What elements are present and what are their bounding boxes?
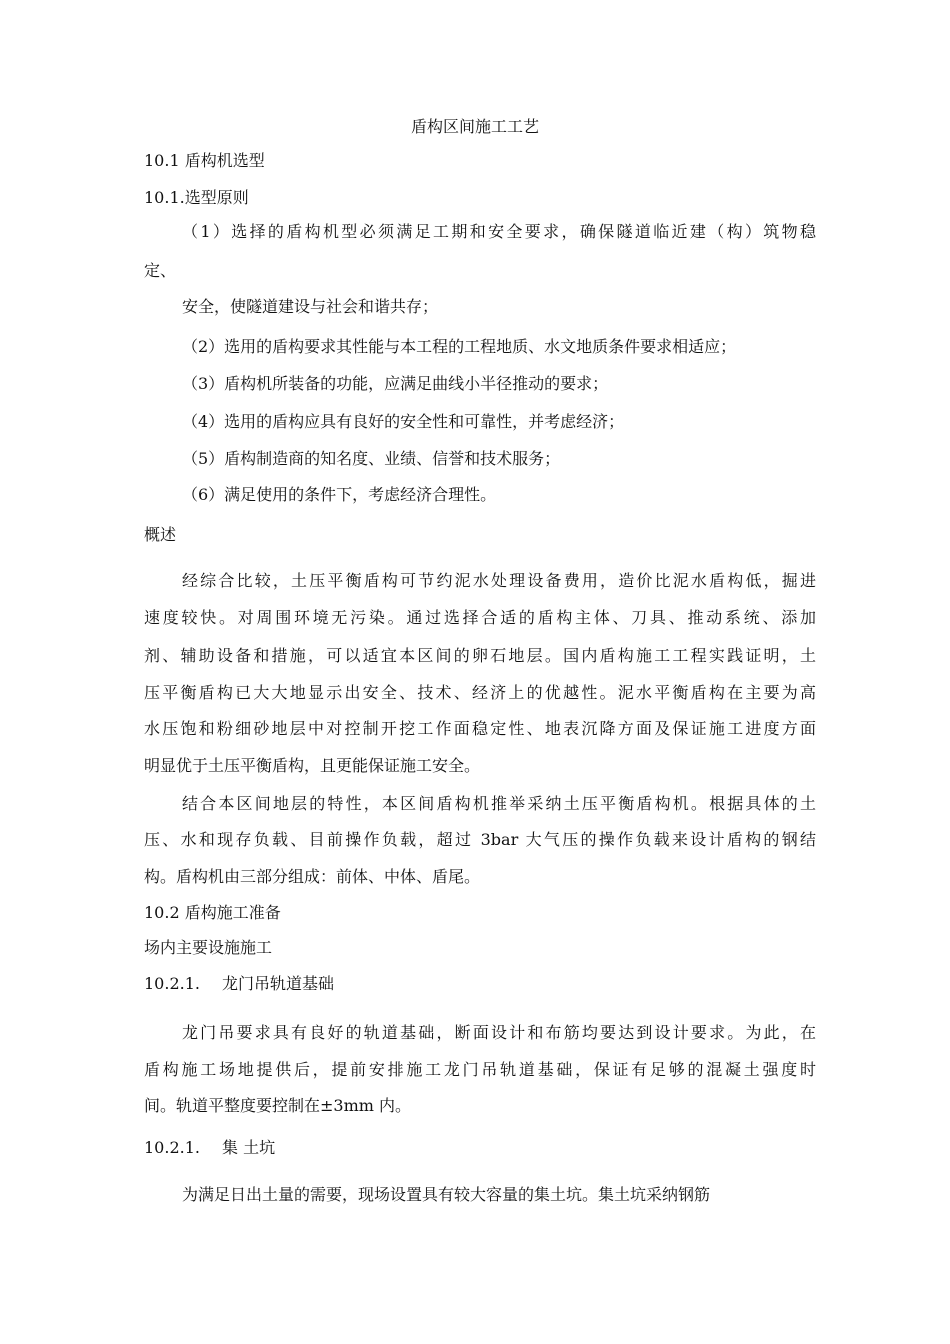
- gantry-line-3: 间。轨道平整度要控制在±3mm 内。: [144, 1096, 412, 1115]
- pit-line-1: 为满足日出土量的需要，现场设置具有较大容量的集土坑。集土坑采纳钢筋: [182, 1185, 711, 1204]
- principle-3: （3）盾构机所装备的功能，应满足曲线小半径推动的要求；: [182, 374, 609, 393]
- heading-10-1: 10.1 盾构机选型: [144, 151, 265, 170]
- overview-1-line-4: 压平衡盾构已大大地显示出安全、技术、经济上的优越性。泥水平衡盾构在主要为高: [144, 683, 816, 702]
- overview-1-line-1: 经综合比较，土压平衡盾构可节约泥水处理设备费用，造价比泥水盾构低，掘进: [182, 571, 816, 590]
- gantry-line-1: 龙门吊要求具有良好的轨道基础，断面设计和布筋均要达到设计要求。为此，在: [182, 1023, 816, 1042]
- heading-text: 龙门吊轨道基础: [221, 974, 334, 993]
- principle-6: （6）满足使用的条件下，考虑经济合理性。: [182, 485, 497, 504]
- overview-1-line-2: 速度较快。对周围环境无污染。通过选择合适的盾构主体、刀具、推动系统、添加: [144, 608, 816, 627]
- heading-10-1-1: 10.1.选型原则: [144, 188, 249, 207]
- heading-overview: 概述: [144, 525, 177, 544]
- principle-5: （5）盾构制造商的知名度、业绩、信誉和技术服务；: [182, 449, 561, 468]
- principle-1-line-3: 安全，使隧道建设与社会和谐共存；: [182, 297, 439, 316]
- overview-1-line-6: 明显优于土压平衡盾构，且更能保证施工安全。: [144, 756, 481, 775]
- heading-site-facilities: 场内主要设施施工: [144, 938, 273, 957]
- heading-10-2-1-gantry: [144, 974, 334, 994]
- principle-1-line-2: 定、: [144, 261, 177, 280]
- heading-10-2-1-pit: [144, 1138, 275, 1158]
- document-title: 盾构区间施工工艺: [410, 117, 539, 136]
- principle-2: （2）选用的盾构要求其性能与本工程的工程地质、水文地质条件要求相适应；: [182, 337, 737, 356]
- heading-text: 集 土坑: [221, 1138, 276, 1157]
- overview-2-line-3: 构。盾构机由三部分组成：前体、中体、盾尾。: [144, 867, 481, 886]
- principle-4: （4）选用的盾构应具有良好的安全性和可靠性，并考虑经济；: [182, 412, 625, 431]
- overview-2-line-1: 结合本区间地层的特性，本区间盾构机推举采纳土压平衡盾构机。根据具体的土: [182, 794, 816, 813]
- principle-1-line-1: （1）选择的盾构机型必须满足工期和安全要求，确保隧道临近建（构）筑物稳: [182, 222, 816, 241]
- heading-number: 10.2.1.: [144, 974, 200, 993]
- heading-number: 10.2.1.: [144, 1138, 200, 1157]
- gantry-line-2: 盾构施工场地提供后，提前安排施工龙门吊轨道基础，保证有足够的混凝土强度时: [144, 1060, 816, 1079]
- overview-2-line-2: 压、水和现存负载、目前操作负载，超过 3bar 大气压的操作负载来设计盾构的钢结: [144, 830, 816, 849]
- overview-1-line-3: 剂、辅助设备和措施，可以适宜本区间的卵石地层。国内盾构施工工程实践证明，土: [144, 646, 816, 665]
- overview-1-line-5: 水压饱和粉细砂地层中对控制开挖工作面稳定性、地表沉降方面及保证施工进度方面: [144, 719, 816, 738]
- heading-10-2: 10.2 盾构施工准备: [144, 903, 281, 922]
